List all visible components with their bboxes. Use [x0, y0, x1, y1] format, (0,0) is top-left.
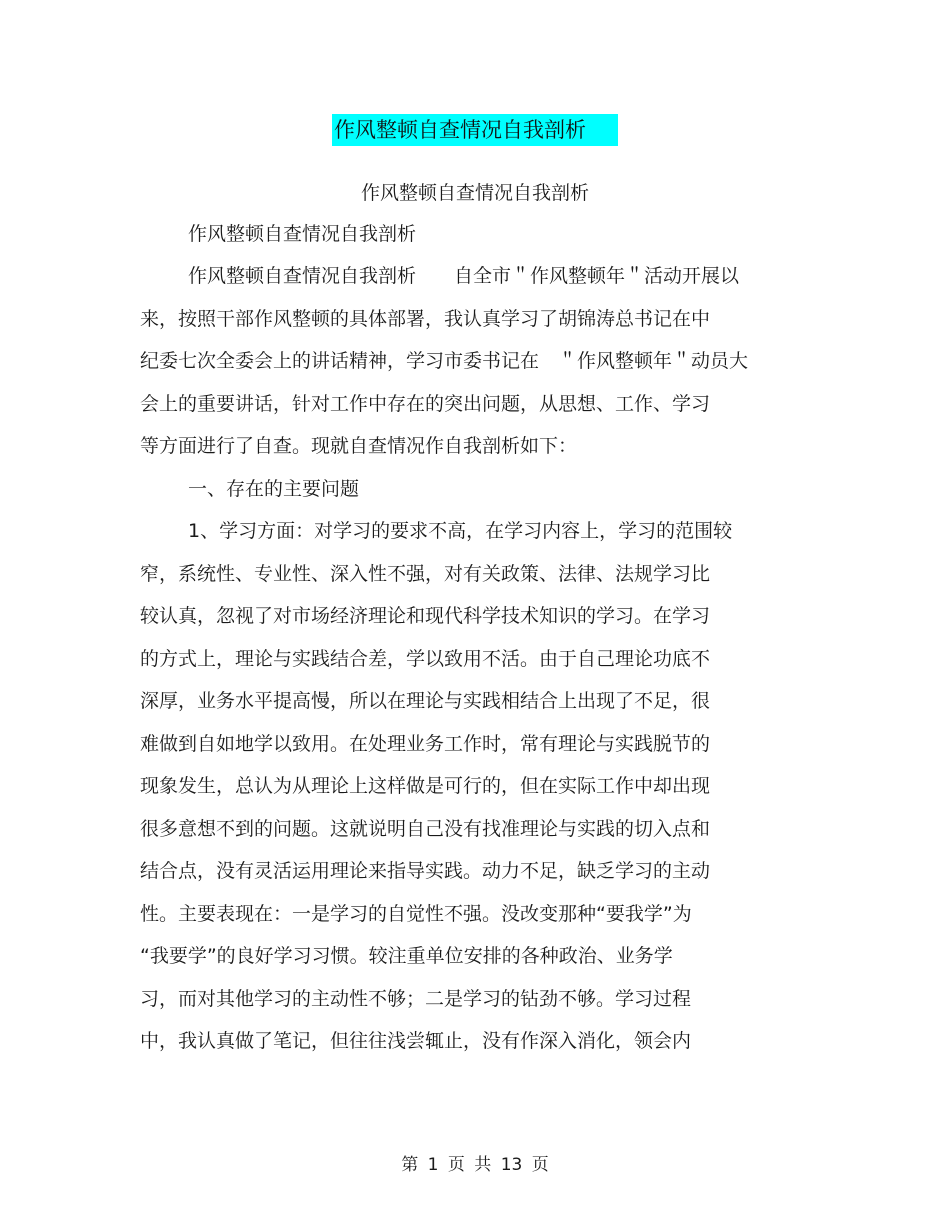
- body-line: 深厚，业务水平提高慢，所以在理论与实践相结合上出现了不足，很: [140, 690, 711, 712]
- body-line: 性。主要表现在：一是学习的自觉性不强。没改变那种“要我学”为: [140, 903, 692, 925]
- body-line: “我要学”的良好学习习惯。较注重单位安排的各种政治、业务学: [140, 945, 673, 967]
- body-line: 现象发生，总认为从理论上这样做是可行的，但在实际工作中却出现: [140, 775, 711, 797]
- body-line: 窄，系统性、专业性、深入性不强，对有关政策、法律、法规学习比: [140, 563, 711, 585]
- body-line: 的方式上，理论与实践结合差，学以致用不活。由于自己理论功底不: [140, 648, 711, 670]
- heading-repeat: 作风整顿自查情况自我剖析: [188, 223, 417, 245]
- document-subtitle: 作风整顿自查情况自我剖析: [360, 182, 589, 204]
- body-line: 会上的重要讲话，针对工作中存在的突出问题，从思想、工作、学习: [140, 393, 711, 415]
- body-line: 很多意想不到的问题。这就说明自己没有找准理论与实践的切入点和: [140, 818, 711, 840]
- body-line: 习，而对其他学习的主动性不够；二是学习的钻劲不够。学习过程: [140, 988, 692, 1010]
- section-heading: 一、存在的主要问题: [188, 478, 360, 500]
- body-line: 等方面进行了自查。现就自查情况作自我剖析如下：: [140, 435, 578, 457]
- document-title: 作风整顿自查情况自我剖析: [332, 114, 618, 146]
- body-line: 中，我认真做了笔记，但往往浅尝辄止，没有作深入消化，领会内: [140, 1030, 692, 1052]
- title-wrap: [0, 114, 950, 146]
- body-line: 难做到自如地学以致用。在处理业务工作时，常有理论与实践脱节的: [140, 733, 711, 755]
- body-line: 1、学习方面：对学习的要求不高，在学习内容上，学习的范围较: [188, 520, 733, 542]
- body-line: 作风整顿自查情况自我剖析 自全市＂作风整顿年＂活动开展以: [188, 265, 740, 287]
- page-footer: 第 1 页 共 13 页: [401, 1155, 549, 1175]
- body-line: 来，按照干部作风整顿的具体部署，我认真学习了胡锦涛总书记在中: [140, 308, 711, 330]
- body-line: 结合点，没有灵活运用理论来指导实践。动力不足，缺乏学习的主动: [140, 860, 711, 882]
- body-line: 纪委七次全委会上的讲话精神，学习市委书记在 ＂作风整顿年＂动员大: [140, 350, 749, 372]
- body-line: 较认真，忽视了对市场经济理论和现代科学技术知识的学习。在学习: [140, 605, 711, 627]
